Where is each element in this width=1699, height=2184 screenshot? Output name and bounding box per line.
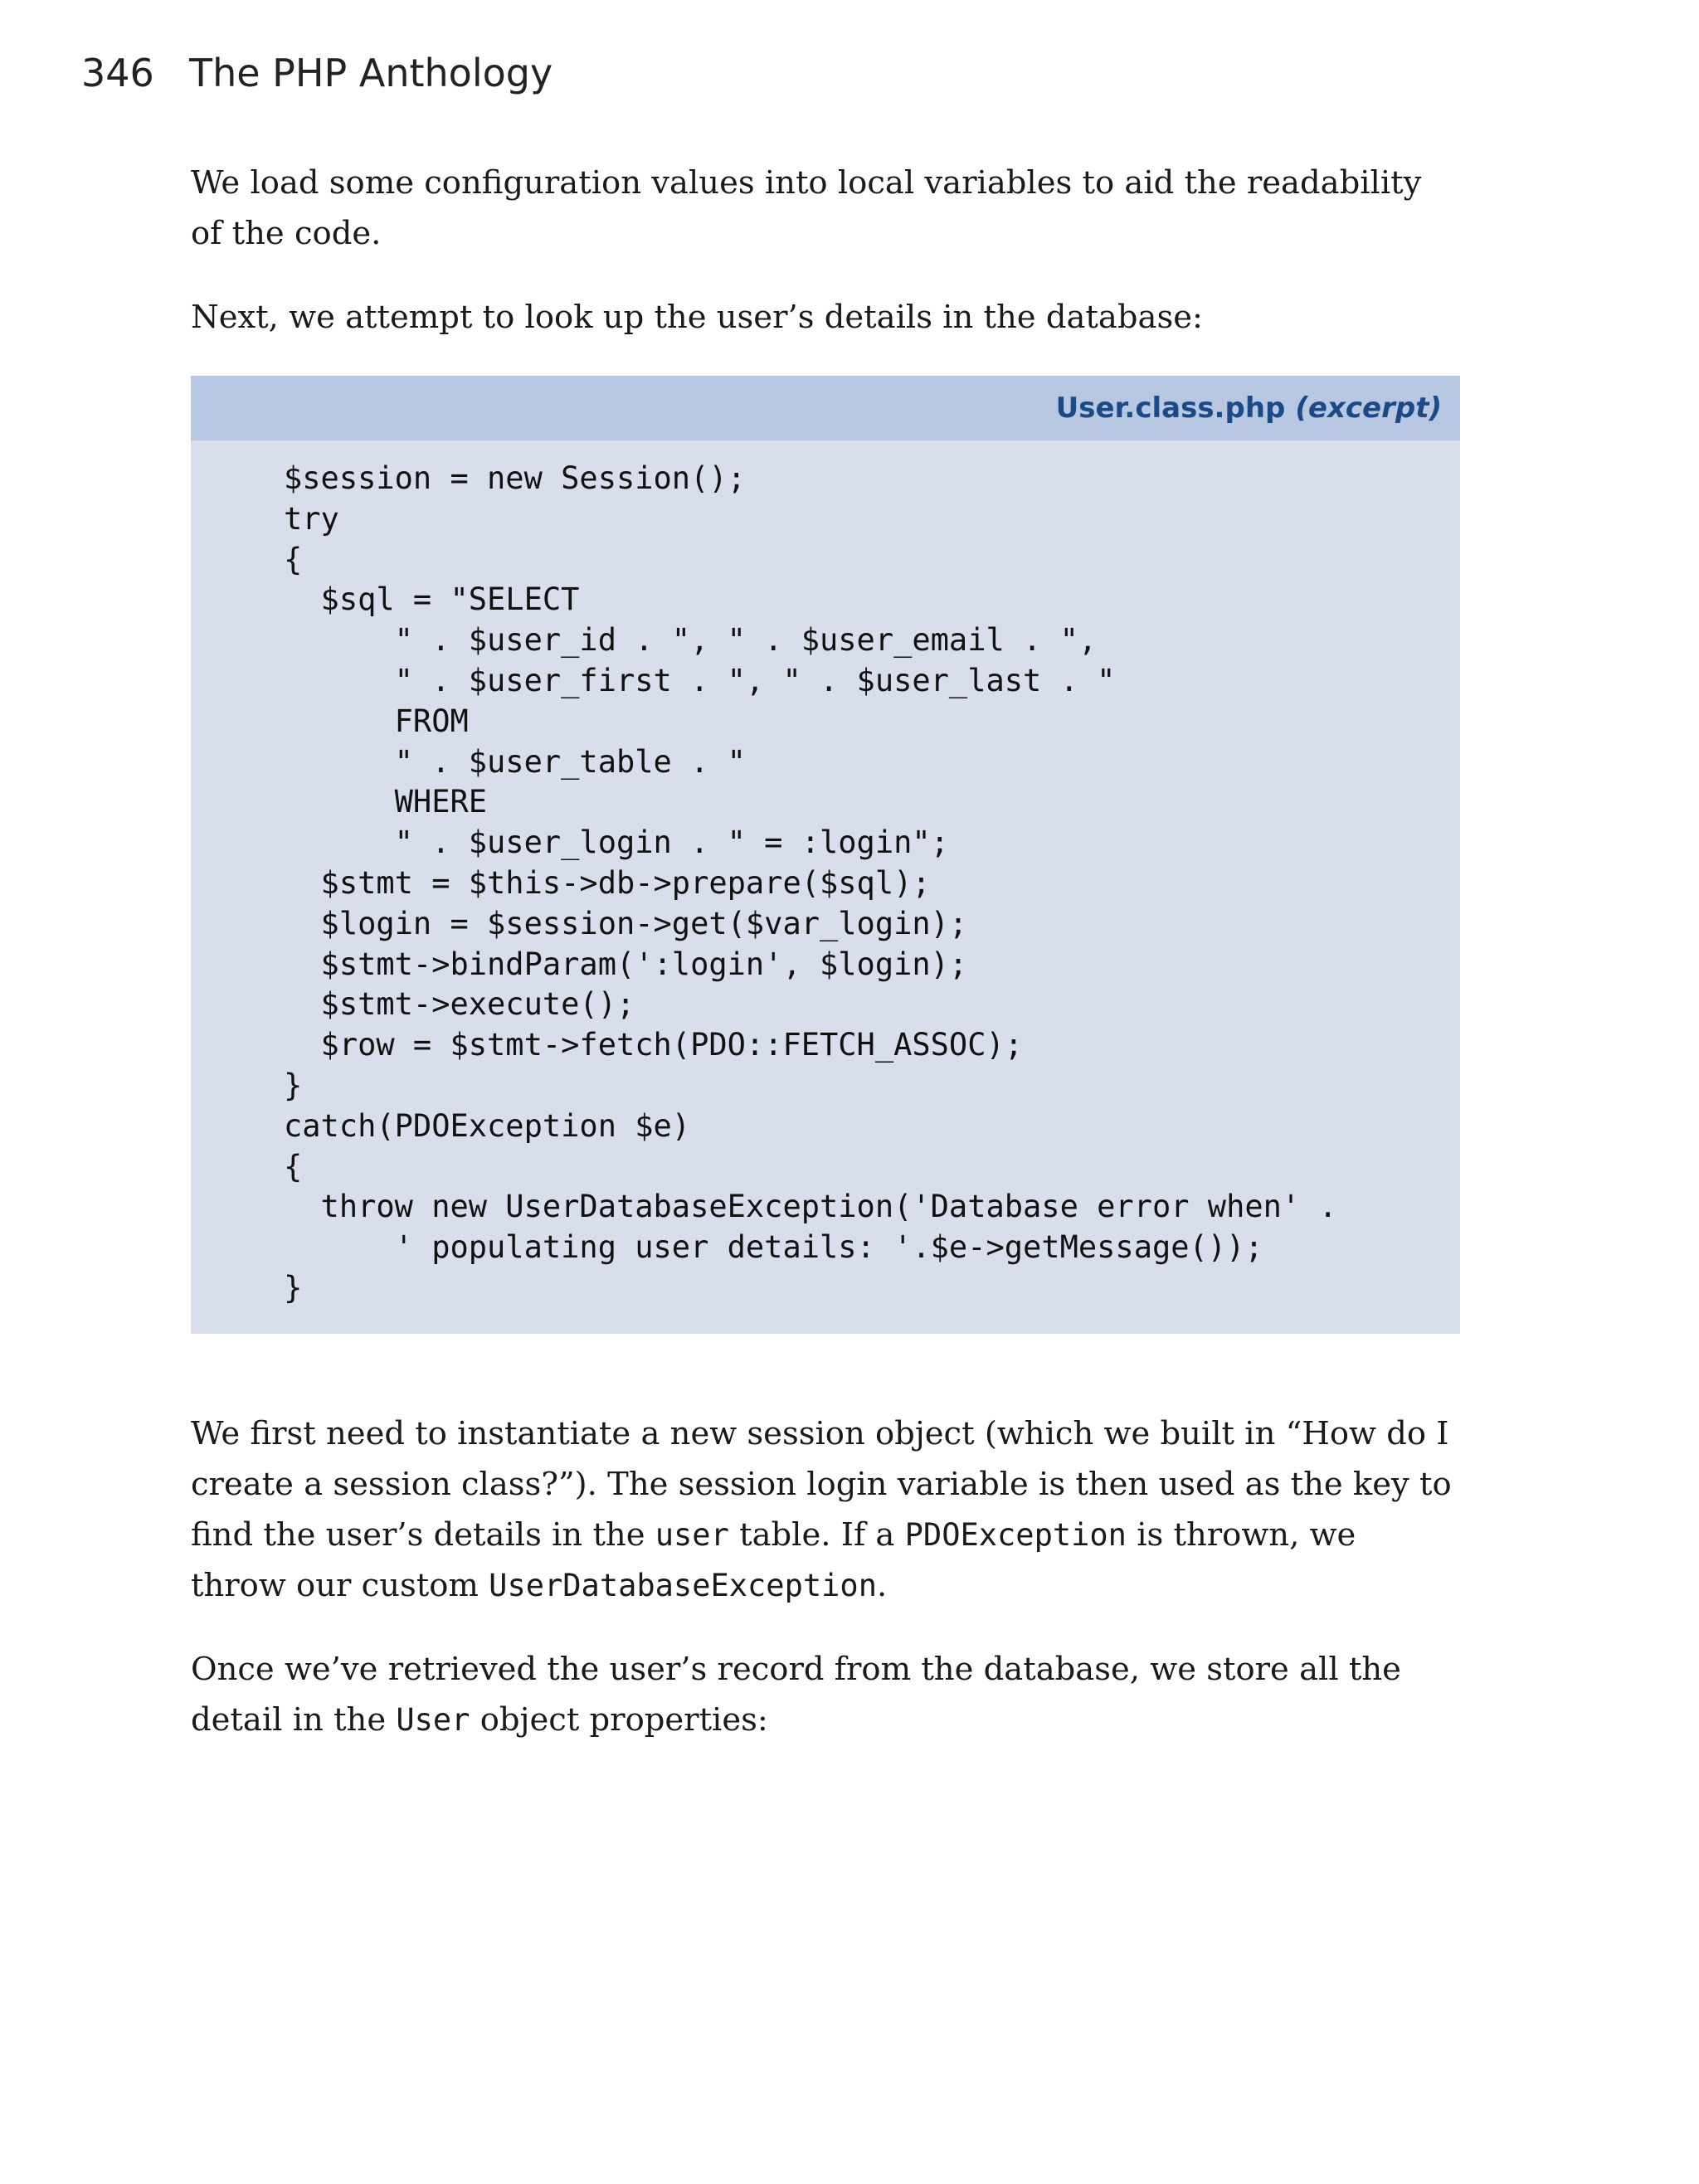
code-body <box>191 440 1460 1334</box>
text-segment: object properties: <box>470 1700 768 1739</box>
code-line: $stmt->execute(); <box>284 986 635 1023</box>
code-caption <box>191 376 1460 440</box>
code-line: $stmt = $this->db->prepare($sql); <box>284 864 931 901</box>
code-line: } <box>284 1269 303 1306</box>
page-number: 346 <box>81 51 154 95</box>
code-line: WHERE <box>284 784 488 820</box>
paragraph-config: We load some configuration values into local variables to aid the readability of the code. <box>191 164 1422 252</box>
code-line: " . $user_first . ", " . $user_last . " <box>284 662 1116 698</box>
code-line: " . $user_login . " = :login"; <box>284 824 949 861</box>
code-line: $stmt->bindParam(':login', $login); <box>284 946 968 982</box>
inline-code-user: user <box>655 1516 729 1553</box>
code-line: $login = $session->get($var_login); <box>284 905 968 941</box>
code-line: ' populating user details: '.$e->getMessage()); <box>284 1229 1263 1266</box>
inline-code-userdatabaseexception: UserDatabaseException <box>489 1567 877 1603</box>
code-line: " . $user_id . ", " . $user_email . ", <box>284 622 1098 659</box>
code-line: { <box>284 1148 303 1184</box>
text-segment: We first need to instantiate a new session object (which we built in “How do I create a session class?”). The session login variable is then used as the key to find the user’s details in the <box>191 1414 1452 1554</box>
text-segment: . <box>876 1566 888 1604</box>
code-listing <box>191 376 1460 1334</box>
inline-code-user-class: User <box>396 1701 470 1738</box>
code-line: catch(PDOException $e) <box>284 1107 691 1144</box>
text-segment: is thrown, we throw our custom <box>191 1515 1356 1604</box>
code-line: $session = new Session(); <box>284 460 746 496</box>
code-line: try <box>284 500 339 537</box>
code-line: throw new UserDatabaseException('Database error when' . <box>284 1189 1337 1225</box>
inline-code-pdoexception: PDOException <box>904 1516 1127 1553</box>
page-header <box>81 48 553 98</box>
paragraph-store-details <box>191 1644 1460 1745</box>
code-line: } <box>284 1067 303 1103</box>
text-segment: table. If a <box>728 1515 905 1554</box>
book-title: The PHP Anthology <box>189 51 553 95</box>
code-line: $sql = "SELECT <box>284 581 580 618</box>
paragraph-session-explanation <box>191 1408 1460 1611</box>
code-line: FROM <box>284 703 469 739</box>
code-line: " . $user_table . " <box>284 743 746 780</box>
code-line: { <box>284 541 303 577</box>
code-line: $row = $stmt->fetch(PDO::FETCH_ASSOC); <box>284 1027 1024 1063</box>
page-content <box>191 158 1460 1778</box>
text-segment: Once we’ve retrieved the user’s record from the database, we store all the detail in the <box>191 1650 1401 1739</box>
code-filename: User.class.php <box>1055 392 1286 425</box>
code-excerpt-label: (excerpt) <box>1295 392 1442 425</box>
paragraph-lookup: Next, we attempt to look up the user’s details in the database: <box>191 299 1203 336</box>
